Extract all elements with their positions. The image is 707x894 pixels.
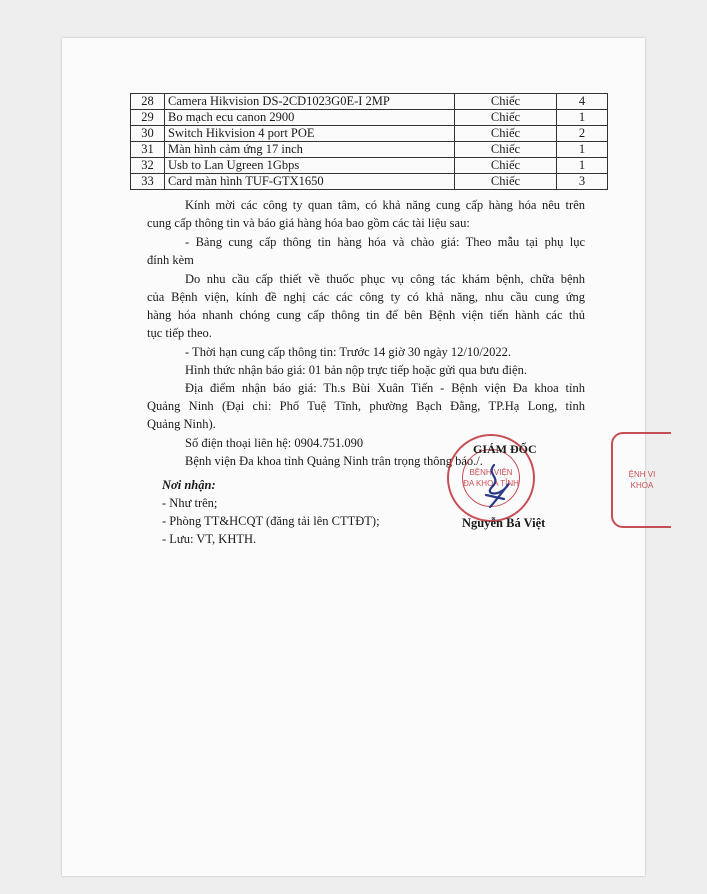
item-unit: Chiếc [455, 174, 557, 190]
stamp-line-2: ĐA KHOA TỈNH [463, 479, 519, 488]
signer-name: Nguyễn Bá Việt [462, 516, 546, 530]
item-quantity: 1 [557, 158, 608, 174]
item-quantity: 3 [557, 174, 608, 190]
handwritten-signature [456, 455, 526, 515]
phone-line: Số điện thoại liên hệ: 0904.751.090 [185, 436, 364, 450]
body-paragraph-3-line-3: hàng hóa nhanh chóng cung cấp thông tin để bên Bệnh viện tiến hành các thủ [147, 308, 585, 322]
table-row [131, 94, 608, 110]
stamp-line-1: BỆNH VIỆN [469, 468, 513, 477]
recipient-item: - Như trên; [162, 496, 218, 510]
item-quantity: 2 [557, 126, 608, 142]
body-paragraph-3-line-1: Do nhu cầu cấp thiết về thuốc phục vụ công tác khám bệnh, chữa bệnh [185, 272, 585, 286]
item-quantity: 4 [557, 94, 608, 110]
item-name: Bo mạch ecu canon 2900 [165, 110, 455, 126]
item-name: Camera Hikvision DS-2CD1023G0E-I 2MP [165, 94, 455, 110]
recipient-item: - Phòng TT&HCQT (đăng tải lên CTTĐT); [162, 514, 380, 528]
body-paragraph-1-line-1: Kính mời các công ty quan tâm, có khả năng cung cấp hàng hóa nêu trên [185, 198, 585, 212]
row-number: 29 [131, 110, 165, 126]
row-number: 33 [131, 174, 165, 190]
body-paragraph-2-line-1: - Bảng cung cấp thông tin hàng hóa và chào giá: Theo mẫu tại phụ lục [185, 235, 585, 249]
deadline-line: - Thời hạn cung cấp thông tin: Trước 14 giờ 30 ngày 12/10/2022. [185, 345, 512, 359]
table-row [131, 142, 608, 158]
body-paragraph-3-line-2: của Bệnh viện, kính đề nghị các các công ty có khả năng, nhu cầu cung ứng [147, 290, 585, 304]
item-name: Card màn hình TUF-GTX1650 [165, 174, 455, 190]
recipients-heading: Nơi nhận: [162, 478, 216, 492]
row-number: 31 [131, 142, 165, 158]
goods-table [130, 93, 608, 190]
body-paragraph-3-line-4: tục tiếp theo. [147, 326, 212, 340]
table-row [131, 110, 608, 126]
item-unit: Chiếc [455, 158, 557, 174]
table-row [131, 174, 608, 190]
partial-stamp-line-1: ỆNH VI [628, 470, 656, 479]
address-line-1: Địa điểm nhận báo giá: Th.s Bùi Xuân Tiến - Bệnh viện Đa khoa tỉnh [185, 381, 585, 395]
body-paragraph-2-line-2: đính kèm [147, 253, 194, 267]
partial-seal-stamp [611, 432, 671, 528]
item-unit: Chiếc [455, 142, 557, 158]
table-row [131, 126, 608, 142]
table-row [131, 158, 608, 174]
item-name: Switch Hikvision 4 port POE [165, 126, 455, 142]
recipient-item: - Lưu: VT, KHTH. [162, 532, 257, 546]
item-unit: Chiếc [455, 94, 557, 110]
item-quantity: 1 [557, 142, 608, 158]
closing-line: Bệnh viện Đa khoa tỉnh Quảng Ninh trân trọng thông báo./. [185, 454, 483, 468]
item-unit: Chiếc [455, 110, 557, 126]
item-quantity: 1 [557, 110, 608, 126]
row-number: 28 [131, 94, 165, 110]
address-line-2: Quảng Ninh (Đại chỉ: Phố Tuệ Tĩnh, phường Bạch Đằng, TP.Hạ Long, tỉnh [147, 399, 585, 413]
row-number: 32 [131, 158, 165, 174]
item-unit: Chiếc [455, 126, 557, 142]
item-name: Usb to Lan Ugreen 1Gbps [165, 158, 455, 174]
item-name: Màn hình cảm ứng 17 inch [165, 142, 455, 158]
signature-title: GIÁM ĐỐC [473, 442, 537, 456]
submission-method-line: Hình thức nhận báo giá: 01 bản nộp trực tiếp hoặc gửi qua bưu điện. [185, 363, 527, 377]
address-line-3: Quảng Ninh). [147, 417, 216, 431]
body-paragraph-1-line-2: cung cấp thông tin và báo giá hàng hóa bao gồm các tài liệu sau: [147, 216, 470, 230]
partial-stamp-line-2: KHOA [630, 481, 654, 490]
row-number: 30 [131, 126, 165, 142]
